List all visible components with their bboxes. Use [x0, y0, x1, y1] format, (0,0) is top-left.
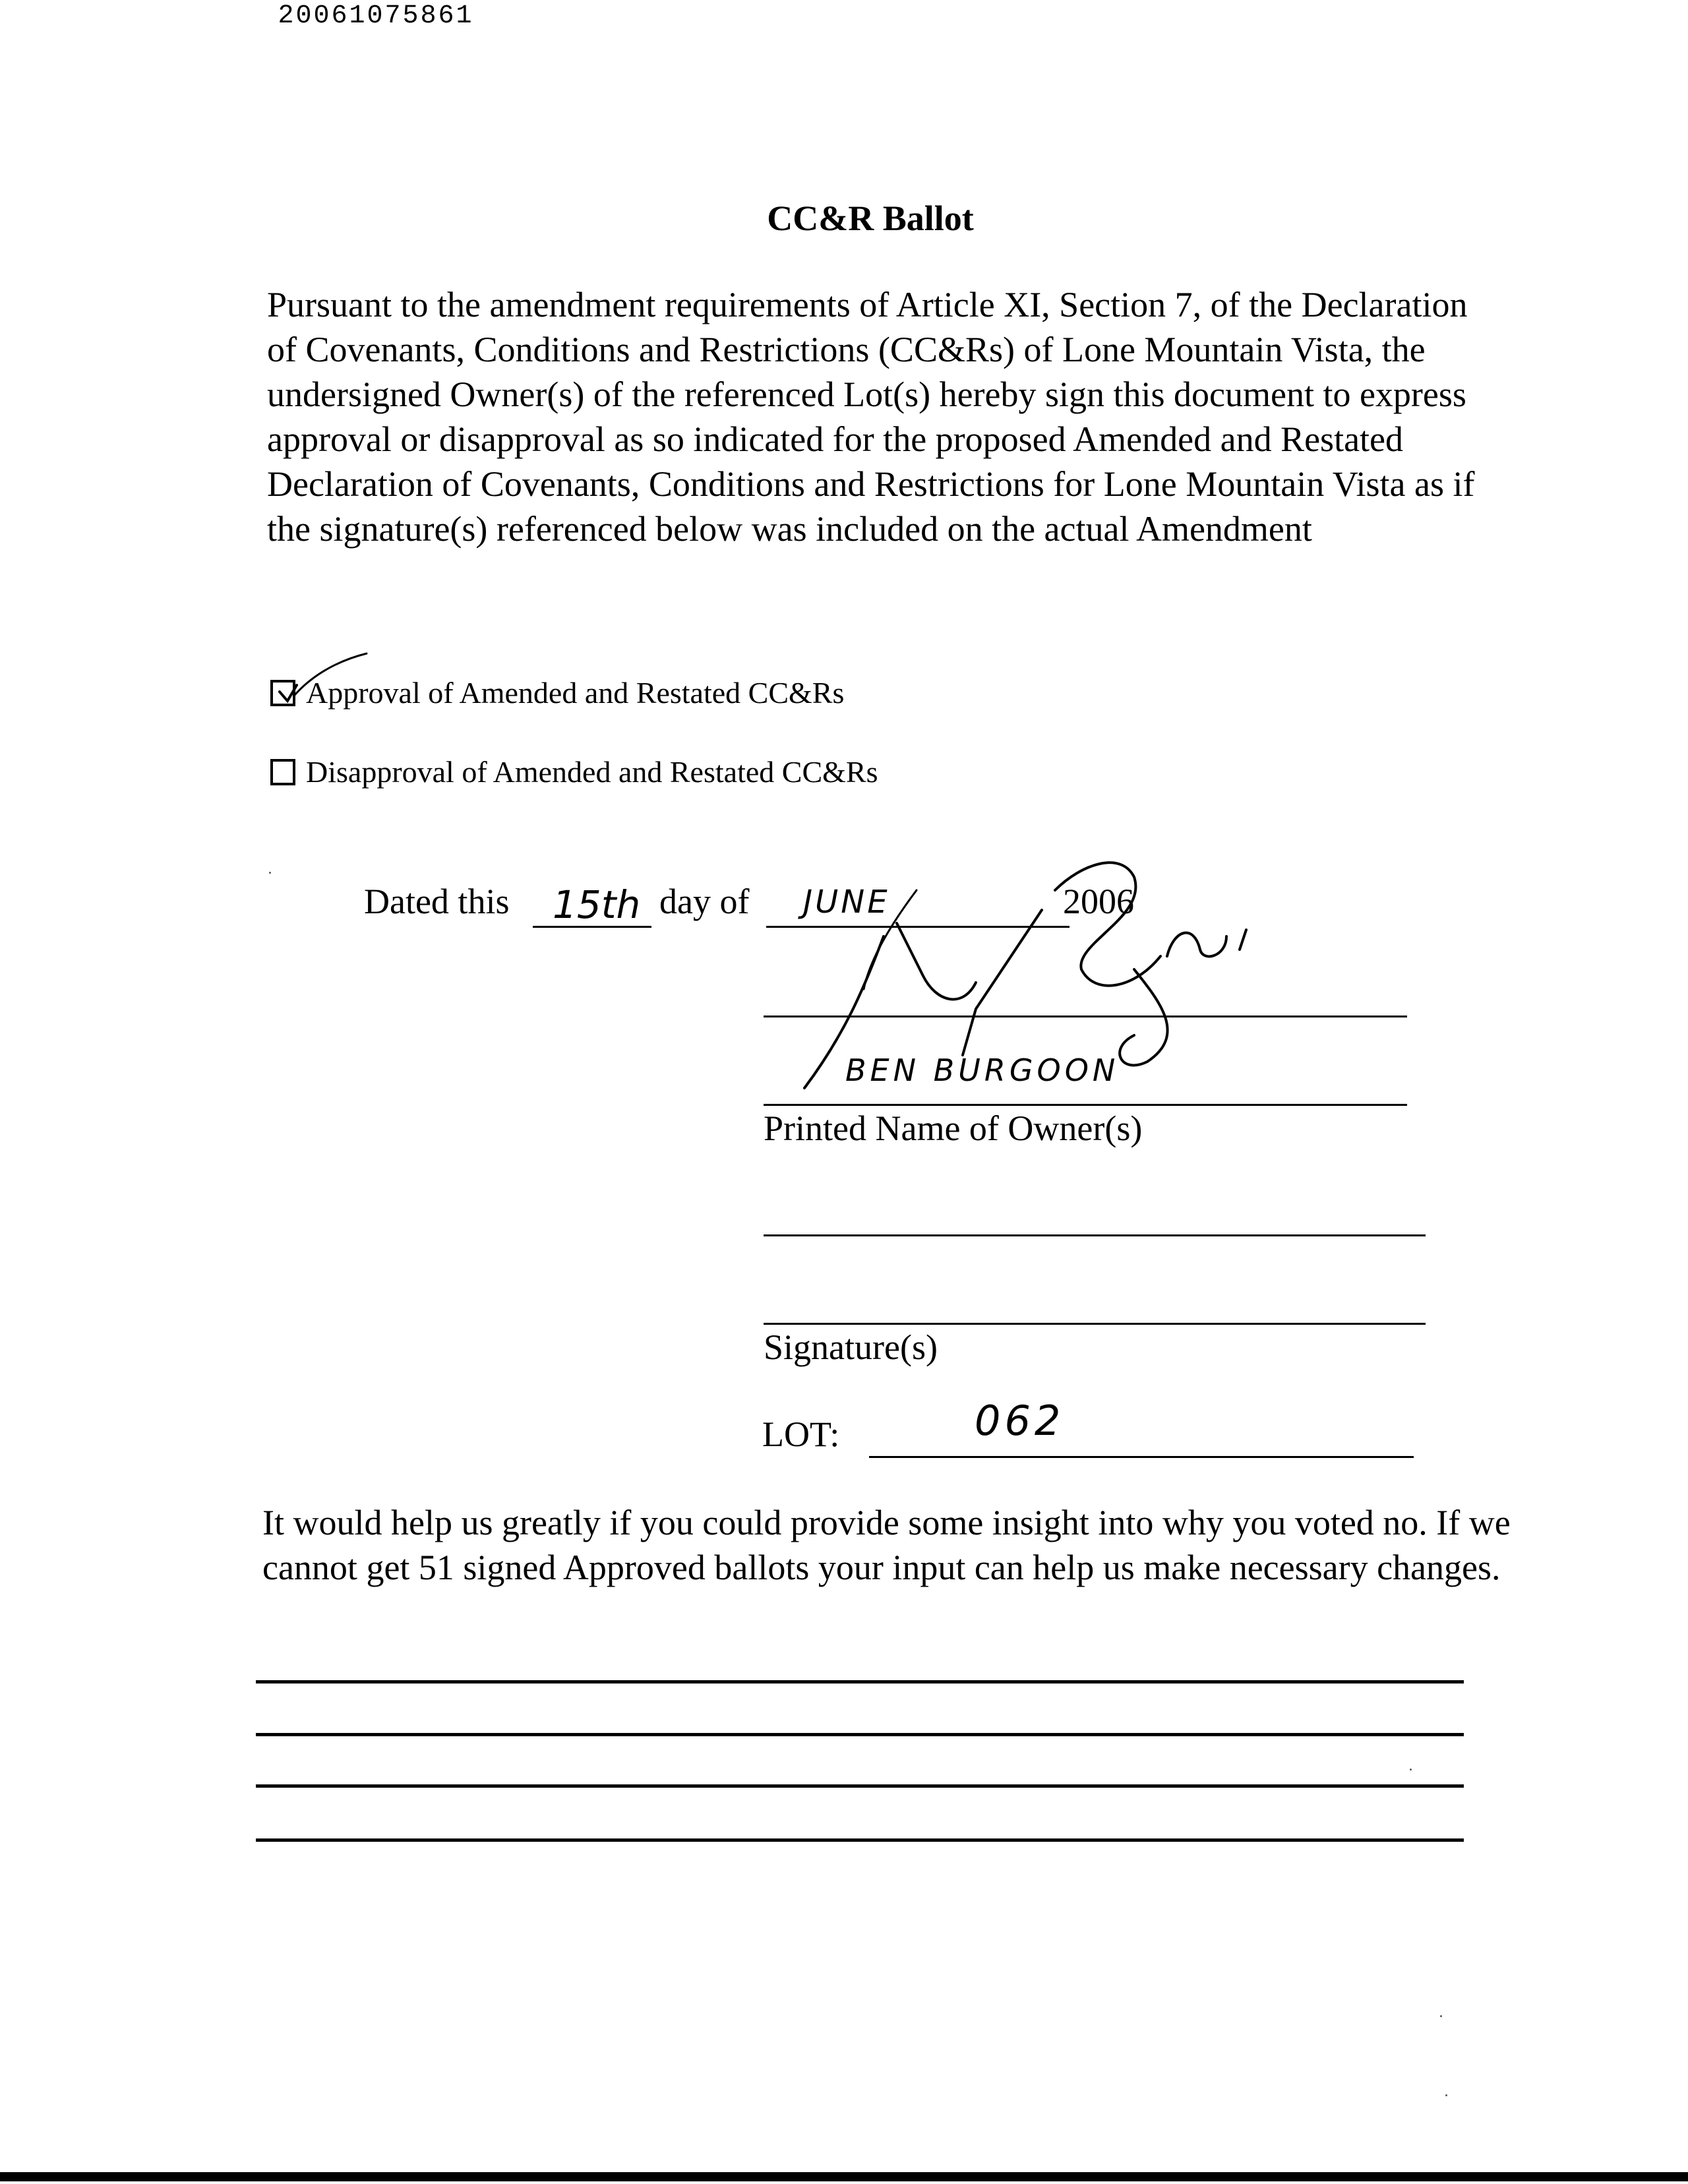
month-handwritten[interactable]: JUNE	[803, 884, 890, 921]
lot-label: LOT:	[762, 1414, 840, 1454]
approval-label: Approval of Amended and Restated CC&Rs	[306, 676, 845, 710]
printed-name-label: Printed Name of Owner(s)	[764, 1108, 1143, 1148]
intro-paragraph: Pursuant to the amendment requirements of Article XI, Section 7, of the Declaration of Covenants, Conditions and Restrictions (CC&Rs) of Lone Mountain Vista, the undersigned Owner(s) of the referenced Lot(s) hereby sign this document to express approval or disapproval as so indicated for the proposed Amended and Restated Declaration of Covenants, Conditions and Restrictions for Lone Mountain Vista as if the signature(s) referenced below was included on the actual Amendment	[267, 285, 1475, 549]
page-title: CC&R Ballot	[767, 198, 974, 238]
approval-option[interactable]	[270, 675, 844, 710]
scan-speck	[1440, 2015, 1442, 2017]
comment-line[interactable]	[256, 1784, 1464, 1788]
scan-speck	[1410, 1769, 1412, 1771]
second-owner-name-line[interactable]	[764, 1234, 1426, 1236]
dated-day-of: day of	[659, 882, 750, 921]
dated-prefix: Dated this	[364, 882, 510, 921]
disapproval-checkbox[interactable]	[270, 759, 295, 785]
printed-name-line	[764, 1104, 1407, 1106]
lot-handwritten[interactable]: 062	[975, 1397, 1065, 1445]
day-handwritten[interactable]: 15th	[553, 882, 641, 927]
lot-line	[869, 1456, 1414, 1458]
stray-dot	[269, 872, 271, 874]
second-owner-signature-line[interactable]	[764, 1323, 1426, 1325]
owner-signature-line	[764, 1016, 1407, 1017]
approval-checkbox[interactable]	[270, 680, 295, 706]
signature-label: Signature(s)	[764, 1327, 938, 1367]
comment-line[interactable]	[256, 1733, 1464, 1736]
scan-speck	[1445, 2094, 1447, 2096]
closing-paragraph: It would help us greatly if you could provide some insight into why you voted no. If we cannot get 51 signed Approved ballots your input can help us make necessary changes.	[262, 1503, 1511, 1587]
disapproval-label: Disapproval of Amended and Restated CC&Rs	[306, 755, 878, 789]
dated-year: 2006	[1063, 882, 1134, 921]
check-mark-icon	[274, 653, 373, 714]
printed-name-handwritten[interactable]: BEN BURGOON	[845, 1052, 1120, 1088]
comment-line[interactable]	[256, 1680, 1464, 1684]
disapproval-option[interactable]	[270, 754, 878, 789]
comment-line[interactable]	[256, 1838, 1464, 1842]
bottom-border	[0, 2172, 1688, 2181]
document-number: 20061075861	[278, 1, 474, 31]
